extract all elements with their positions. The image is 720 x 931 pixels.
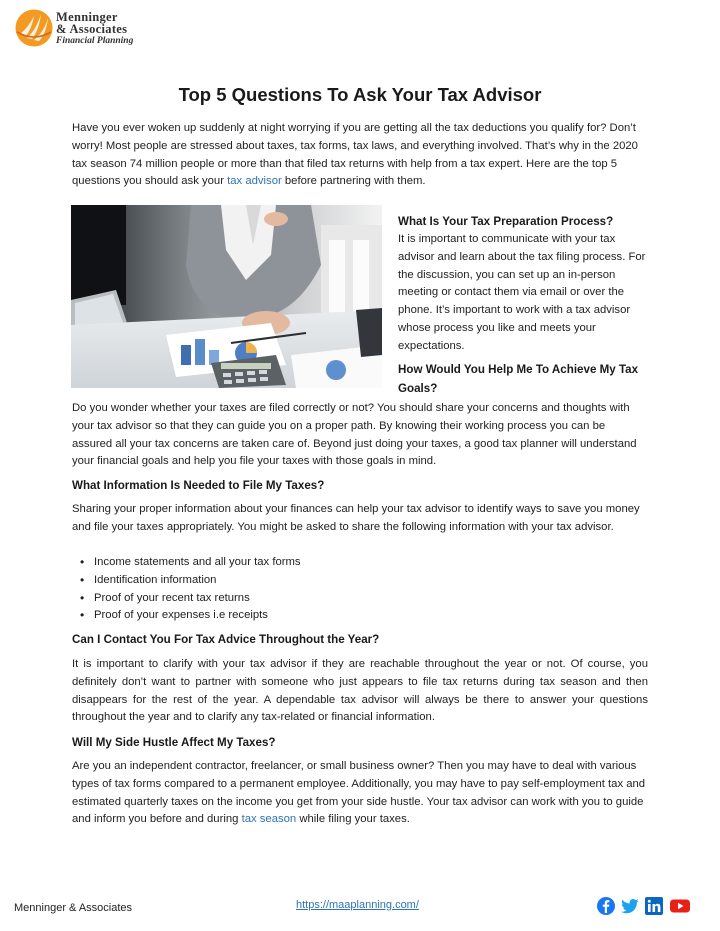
q1-heading: What Is Your Tax Preparation Process? <box>398 215 614 228</box>
intro-paragraph <box>72 120 648 191</box>
tax-advisor-link[interactable]: tax advisor <box>227 175 282 188</box>
photo-illustration <box>71 205 382 388</box>
facebook-icon[interactable] <box>596 896 616 916</box>
q4-body: It is important to clarify with your tax advisor if they are reachable throughout the year or not. Of course, you definitely don’t want to partner with someone who just appears to file tax returns during tax season and then disappears for the rest of the year. A dependable tax advisor will always be there to answer your questions throughout the year and to clarify any tax-related or financial information. <box>72 658 648 724</box>
linkedin-icon[interactable] <box>644 896 664 916</box>
q5-text-after: while filing your taxes. <box>296 813 410 826</box>
q5-body <box>72 758 648 829</box>
list-item: • Identification information <box>72 572 572 590</box>
tax-advisor-photo <box>71 205 382 388</box>
intro-text-before: Have you ever woken up suddenly at night worrying if you are getting all the tax deductions you qualify for? Don’t worry! Most people are stressed about taxes, tax forms, tax laws, and everything involved. That’s why in the 2020 tax season 74 million people or more than that filed tax returns with help from a tax expert. Here are the top 5 questions you should ask your <box>72 122 638 188</box>
q3-heading: What Information Is Needed to File My Taxes? <box>72 479 325 492</box>
q4-heading: Can I Contact You For Tax Advice Throughout the Year? <box>72 633 380 646</box>
list-item: • Income statements and all your tax forms <box>72 554 572 572</box>
q1-body: It is important to communicate with your tax advisor and learn about the tax filing process. For the discussion, you can set up an in-person meeting or contact them via email or over the phone. It’s important to work with a tax advisor whose process you like and meets your expectations. <box>398 233 646 352</box>
q5-heading: Will My Side Hustle Affect My Taxes? <box>72 736 276 749</box>
youtube-icon[interactable] <box>669 896 691 916</box>
list-item: • Proof of your recent tax returns <box>72 590 572 608</box>
company-logo <box>14 8 144 50</box>
right-column <box>398 212 648 398</box>
tax-season-link[interactable]: tax season <box>241 813 297 826</box>
list-item: • Proof of your expenses i.e receipts <box>72 607 572 625</box>
page-title: Top 5 Questions To Ask Your Tax Advisor <box>178 84 542 105</box>
q3-bullet-list <box>72 554 572 625</box>
footer-website-link[interactable]: https://maaplanning.com/ <box>296 899 419 911</box>
logo-line-2: & Associates <box>56 22 128 36</box>
q5-text-before: Are you an independent contractor, freelancer, or small business owner? Then you may have to deal with various types of tax forms compared to a permanent employee. Additionally, you may have to pay self-employment tax and estimated quarterly taxes on the income you get from your side hustle. Your tax advisor can work with you to guide and inform you before and during <box>72 760 646 826</box>
logo-line-1: Menninger <box>56 10 118 24</box>
twitter-icon[interactable] <box>620 896 640 916</box>
logo-emblem-icon <box>14 8 54 48</box>
intro-text-after: before partnering with them. <box>281 175 426 188</box>
q2-body: Do you wonder whether your taxes are filed correctly or not? You should share your concerns and thoughts with your tax advisor so that they can guide you on a proper path. By knowing their working process you can be assured all your tax concerns are taken care of. Beyond just doing your taxes, a good tax planner will understand your financial goals and help you file your taxes with those goals in mind. <box>72 402 637 468</box>
logo-line-3: Financial Planning <box>56 36 134 46</box>
footer-company: Menninger & Associates <box>14 902 133 914</box>
q2-heading: How Would You Help Me To Achieve My Tax Goals? <box>398 362 639 395</box>
q3-body: Sharing your proper information about your finances can help your tax advisor to identify ways to save you money and file your taxes appropriately. You might be asked to share the following information with your tax advisor. <box>72 503 640 533</box>
